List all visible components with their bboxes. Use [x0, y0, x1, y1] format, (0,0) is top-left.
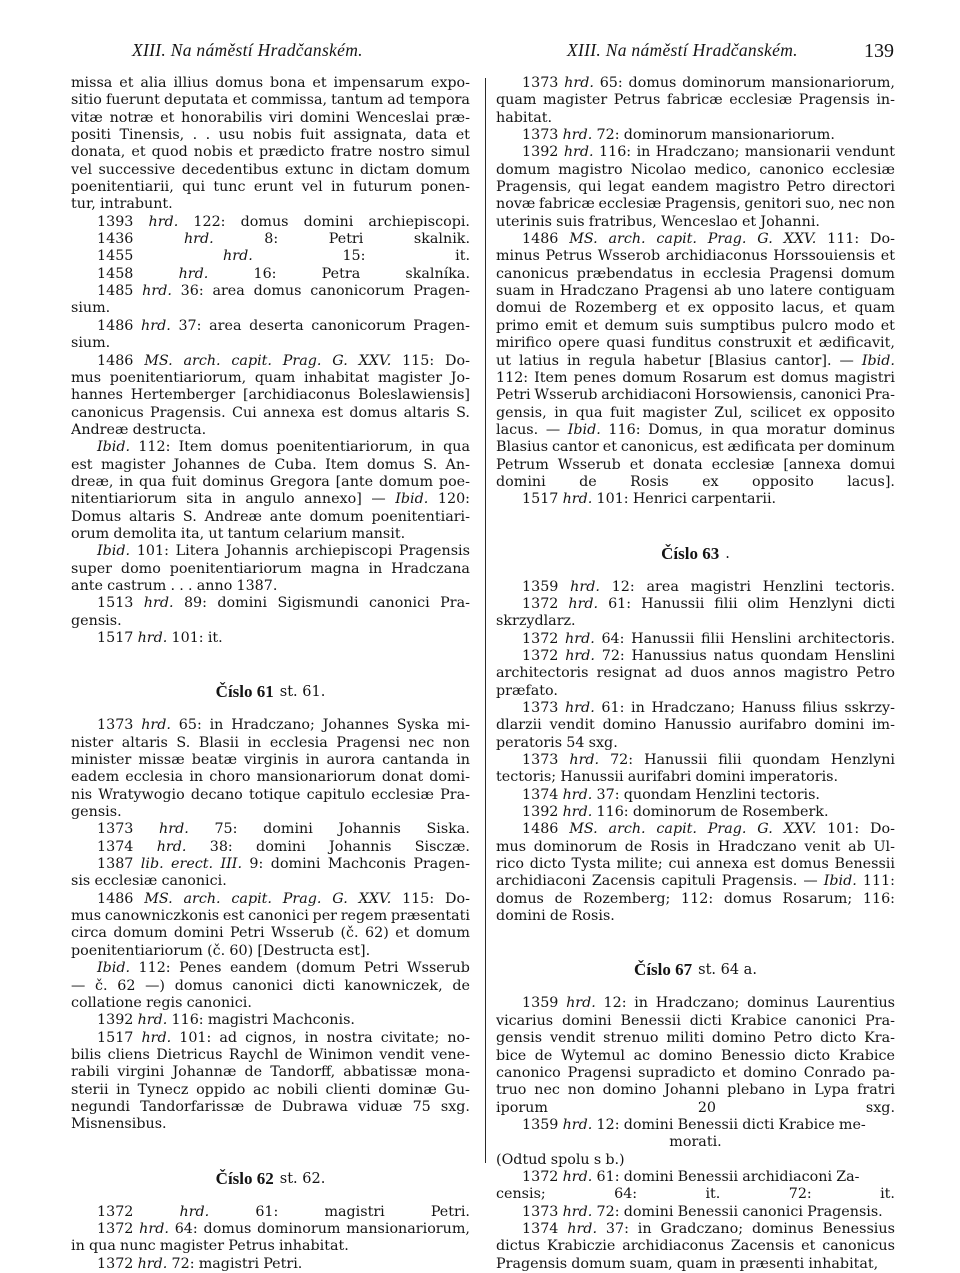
- text-line: mus dominorum de Rosis in Hradczano venit ab Ul-: [496, 838, 895, 855]
- text-line: 1517 hrd. 101: Henrici carpentarii.: [522, 491, 777, 508]
- text-line: 1373 hrd. 65: domus dominorum mansionariorum,: [522, 75, 895, 91]
- text-line: minister missæ beatæ virginis in aurora cantanda in: [71, 752, 470, 769]
- text-line: 1373 hrd. 72: Hanussii filii quondam Henzlyni: [522, 752, 895, 769]
- text-line: rico dicto Tysta milite; cui annexa est domus Benessii: [496, 856, 895, 873]
- text-line: primo emit et demum suis sumptibus pulcro modo et: [496, 317, 895, 334]
- text-line: in qua nunc magister Petrus inhabitat.: [71, 1238, 349, 1255]
- text-line: sterii in Tynecz oppido ac nobili clienti dominæ Gu-: [71, 1081, 470, 1098]
- left-text-column: [71, 75, 470, 1273]
- text-line: poenitentiarii, qui tunc erunt vel in futurum ponen-: [71, 179, 470, 196]
- text-line: 1359 hrd. 12: domini Benessii dicti Krabice me-: [522, 1116, 866, 1133]
- text-line: gensis.: [71, 612, 122, 629]
- text-line: 1373 hrd. 75: domini Johannis Siska.: [97, 821, 470, 838]
- column-divider: [485, 78, 486, 1163]
- old-number: st. 64 a.: [698, 962, 757, 979]
- text-line: dictus Krabiczie archidiaconus Zacensis et canonicus: [496, 1238, 895, 1255]
- text-line: Misnensibus.: [71, 1116, 167, 1133]
- text-line: 1373 hrd. 61: in Hradczano; Hanuss filius sskrzy-: [522, 700, 895, 716]
- text-line: Ibid. 101: Litera Johannis archiepiscopi Pragensis: [97, 543, 470, 560]
- text-line: 1387 lib. erect. III. 9: domini Machconis Pragen-: [97, 856, 470, 873]
- house-number: Číslo 61: [215, 682, 274, 702]
- text-line: 1517 hrd. 101: ad cignos, in nostra civitate; no-: [97, 1029, 470, 1046]
- text-line: Petri Wsserub archidiaconi Horsowiensis, canonici Pra-: [496, 387, 895, 404]
- text-line: bice de Wytemul ac domino Benessio dicto Krabice: [496, 1047, 895, 1064]
- text-line: 1374 hrd. 37: quondam Henzlini tectoris.: [522, 786, 820, 803]
- text-line: super domo poenitentiariorum magna in Hradczana: [71, 560, 470, 577]
- text-line: gensis, in qua fuit magister Zul, scilicet ex opposito: [496, 404, 895, 421]
- section-heading: [496, 529, 895, 579]
- text-line: tur, intrabunt.: [71, 196, 173, 213]
- text-line: 1392 hrd. 116: dominorum de Rosemberk.: [522, 804, 829, 821]
- text-line: 1455 hrd. 15: it.: [97, 248, 470, 265]
- right-text-column: [496, 75, 895, 1273]
- text-line: novæ fabricæ ecclesiæ Pragensis, genitori suo, nec non: [496, 196, 895, 213]
- text-line: 1486 MS. arch. capit. Prag. G. XXV. 115: Do-: [97, 890, 470, 907]
- text-line: 1392 hrd. 116: magistri Machconis.: [97, 1012, 355, 1029]
- text-line: rabili virgini Johannæ de Tandorff, abbatissæ mona-: [71, 1064, 470, 1081]
- text-line: 1486 MS. arch. capit. Prag. G. XXV. 111: Do-: [522, 231, 895, 248]
- text-line: mus canowniczkonis est canonici per regem præsentati: [71, 908, 470, 925]
- text-line: 1372 hrd. 61: domini Benessii archidiaconi Za-: [522, 1168, 860, 1185]
- text-line: minus Petrus Wsserob archidiaconus Horssouiensis et: [496, 248, 895, 265]
- text-line: mirifico opere quasi funditus construxit et ædificavit,: [496, 335, 895, 352]
- text-line: tectoris; Hanussii aurifabri domini imperatoris.: [496, 769, 839, 786]
- running-title-right: XIII. Na náměstí Hradčanském.: [567, 40, 798, 60]
- text-line: — č. 62 —) domus canonici dicti kanowniczek, de: [71, 977, 470, 994]
- text-line: vicarius domini Benessii dicti Krabice canonici Pra-: [496, 1012, 895, 1029]
- text-line: Ibid. 112: Penes eandem (domum Petri Wsserub: [97, 960, 470, 977]
- text-line: 1372 hrd. 61: magistri Petri.: [97, 1203, 470, 1220]
- text-line: 1372 hrd. 64: Hanussii filii Henslini architectoris.: [522, 630, 895, 647]
- text-line: Andreæ destructa.: [71, 421, 207, 438]
- text-line: missa et alia illius domus bona et impensarum expo-: [71, 75, 470, 91]
- text-line: sium.: [71, 300, 111, 317]
- text-line: dlarzii vendit domino Hanussio aurifabro domini im-: [496, 717, 895, 734]
- text-line: nitentiariorum sita in angulo annexo] — Ibid. 120:: [71, 491, 470, 508]
- text-line: positi Tinensis, . . usu nobis fuit assignata, data et: [71, 127, 470, 144]
- old-number: st. 62.: [279, 1170, 326, 1187]
- text-line: 1372 hrd. 72: magistri Petri.: [97, 1255, 303, 1272]
- text-line: gensis vendit strenuo militi domino Petro dicto Kra-: [496, 1030, 895, 1047]
- text-line: ante castrum . . . anno 1387.: [71, 577, 278, 594]
- text-line: domui de Rozemberg et ex opposito lacus, et quam: [496, 300, 895, 317]
- text-line: uterinis suis fratribus, Wenceslao et Johanni.: [496, 213, 820, 230]
- text-line: skrzydlarz.: [496, 613, 576, 630]
- page-number: 139: [864, 40, 894, 62]
- text-line: canonico Pragensi supradicto et domino Conrado pa-: [496, 1064, 895, 1081]
- text-line: 1392 hrd. 116: in Hradczano; mansionarii vendunt: [522, 144, 895, 161]
- text-line: domini de Rosis ex opposito lacus].: [496, 473, 895, 490]
- section-spacer: [71, 1134, 470, 1154]
- text-line: orum demolita ita, ut tantum celarium mansit.: [71, 525, 406, 542]
- text-line: 1486 hrd. 37: area deserta canonicorum Pragen-: [97, 317, 470, 334]
- text-line: 1372 hrd. 64: domus dominorum mansionariorum,: [97, 1220, 470, 1237]
- text-line: 1458 hrd. 16: Petra skalníka.: [97, 265, 470, 282]
- text-line: vitæ notræ et honorabilis viri domini Wenceslai præ-: [71, 109, 470, 126]
- text-line: 1436 hrd. 8: Petri skalnik.: [97, 231, 470, 248]
- old-number: st. 61.: [279, 684, 326, 701]
- section-spacer: [496, 509, 895, 529]
- house-number: Číslo 62: [215, 1168, 274, 1188]
- text-line: sis ecclesiæ canonici.: [71, 873, 227, 890]
- text-line: Petrum Wsserub et donata ecclesiæ [annexa domui: [496, 456, 895, 473]
- text-line: Blasius cantor et canonicus, est ædificata per dominum: [496, 439, 895, 456]
- house-number: Číslo 67: [634, 960, 693, 980]
- text-line: 1373 hrd. 72: dominorum mansionariorum.: [522, 127, 835, 144]
- text-line: collatione regis canonici.: [71, 994, 252, 1011]
- text-line: lacus. — Ibid. 116: Domus, in qua moratur dominus: [496, 421, 895, 438]
- text-line: præfato.: [496, 682, 558, 699]
- text-line: 1486 MS. arch. capit. Prag. G. XXV. 101: Do-: [522, 821, 895, 838]
- text-line: gensis.: [71, 804, 122, 821]
- section-heading: [71, 1154, 470, 1204]
- text-line: domum magistro Nicolao medico, canonico ecclesiæ: [496, 161, 895, 178]
- text-line: poenitentiariorum (č. 60) [Destructa est].: [71, 942, 371, 959]
- text-line: 1372 hrd. 72: Hanussius natus quondam Henslini: [522, 647, 895, 664]
- text-line: archidiaconi Zacensis capituli Pragensis. — Ibid. 111:: [496, 873, 895, 890]
- text-line: Domus altaris S. Andreæ ante domum poenitentiari-: [71, 508, 470, 525]
- text-line: 1359 hrd. 12: area magistri Henzlini tectoris.: [522, 578, 895, 595]
- section-heading: [496, 945, 895, 995]
- running-title-left: XIII. Na náměstí Hradčanském.: [132, 40, 363, 60]
- text-line: Pragensis, qui legat eandem magistro Petro directori: [496, 179, 895, 196]
- text-line: sium.: [71, 335, 111, 352]
- text-line: peratoris 54 sxg.: [496, 734, 618, 751]
- text-line: hannes Hertemberger [archidiaconus Boleslawiensis]: [71, 387, 470, 404]
- text-line: 1374 hrd. 37: in Gradczano; dominus Benessius: [522, 1220, 895, 1237]
- text-line: 112: Item penes domum Rosarum est domus magistri: [496, 369, 895, 386]
- text-line: ut latius in regula habetur [Blasius cantor]. — Ibid.: [496, 352, 895, 369]
- text-line: (Odtud spolu s b.): [496, 1151, 625, 1168]
- text-line: 1374 hrd. 38: domini Johannis Sisczæ.: [97, 838, 470, 855]
- text-line: mus poenitentiariorum, quam inhabitat magister Jo-: [71, 369, 470, 386]
- text-line: 1373 hrd. 72: domini Benessii canonici Pragensis.: [522, 1203, 883, 1220]
- old-number: .: [725, 545, 730, 562]
- section-spacer: [71, 647, 470, 667]
- section-spacer: [496, 925, 895, 945]
- text-line: nister altaris S. Blasii in ecclesia Pragensi nec non: [71, 734, 470, 751]
- section-heading: [71, 667, 470, 717]
- text-line: dreæ, in qua fuit dominus Gregora [ante domum poe-: [71, 473, 470, 490]
- text-line: negundi Tandorfarissæ de Dubrawa viduæ 75 sxg.: [71, 1098, 470, 1115]
- text-line: domus de Rozemberg; 112: domus Rosarum; 116:: [496, 890, 895, 907]
- house-number: Číslo 63: [661, 543, 720, 563]
- text-line: bilis cliens Dietricus Raychl de Winimon vendit vene-: [71, 1046, 470, 1063]
- text-line: canonicus Pragensis. Cui annexa est domus altaris S.: [71, 404, 470, 421]
- text-line: quam magister Petrus fabricæ ecclesiæ Pragensis in-: [496, 92, 895, 109]
- text-line: 1513 hrd. 89: domini Sigismundi canonici Pra-: [97, 595, 470, 612]
- text-line: domini de Rosis.: [496, 908, 615, 925]
- text-line: morati.: [669, 1134, 722, 1151]
- text-line: architectoris resignat ad duos annos magistro Petro: [496, 665, 895, 682]
- text-line: est magister Johannes de Cuba. Item domus S. An-: [71, 456, 470, 473]
- text-line: eadem ecclesia in choro mansionariorum donat domi-: [71, 769, 470, 786]
- text-line: 1393 hrd. 122: domus domini archiepiscopi.: [97, 213, 470, 230]
- text-line: canonicus præbendatus in ecclesia Pragensi domum: [496, 265, 895, 282]
- text-line: circa domum domini Petri Wsserub (č. 62) et domum: [71, 925, 470, 942]
- text-line: habitat.: [496, 109, 553, 126]
- text-line: Pragensis domum suam, quam in præsenti inhabitat,: [496, 1255, 879, 1272]
- text-line: censis; 64: it. 72: it.: [496, 1186, 895, 1203]
- text-line: vel successive decedentibus extunc in dictam domum: [71, 161, 470, 178]
- text-line: iporum 20 sxg.: [496, 1099, 895, 1116]
- text-line: donata, et quod nobis et prædicto fratre nostro simul: [71, 144, 470, 161]
- text-line: Ibid. 112: Item domus poenitentiariorum, in qua: [97, 439, 470, 456]
- text-line: 1485 hrd. 36: area domus canonicorum Pragen-: [97, 283, 470, 300]
- text-line: 1372 hrd. 61: Hanussii filii olim Henzlyni dicti: [522, 595, 895, 612]
- text-line: sitio fuerunt deputata et commissa, tantum ad tempora: [71, 92, 470, 109]
- text-line: 1359 hrd. 12: in Hradczano; dominus Laurentius: [522, 995, 895, 1012]
- text-line: 1486 MS. arch. capit. Prag. G. XXV. 115: Do-: [97, 352, 470, 369]
- text-line: 1373 hrd. 65: in Hradczano; Johannes Syska mi-: [97, 717, 470, 734]
- text-line: suam in Hradczano Pragensi ab uno latere contiguam: [496, 283, 895, 300]
- text-line: truo nec non domino Johanni plebano in Lypa fratri: [496, 1082, 895, 1099]
- text-line: 1517 hrd. 101: it.: [97, 630, 223, 646]
- text-line: nis Wratywogio decano totique capitulo ecclesiæ Pra-: [71, 786, 470, 803]
